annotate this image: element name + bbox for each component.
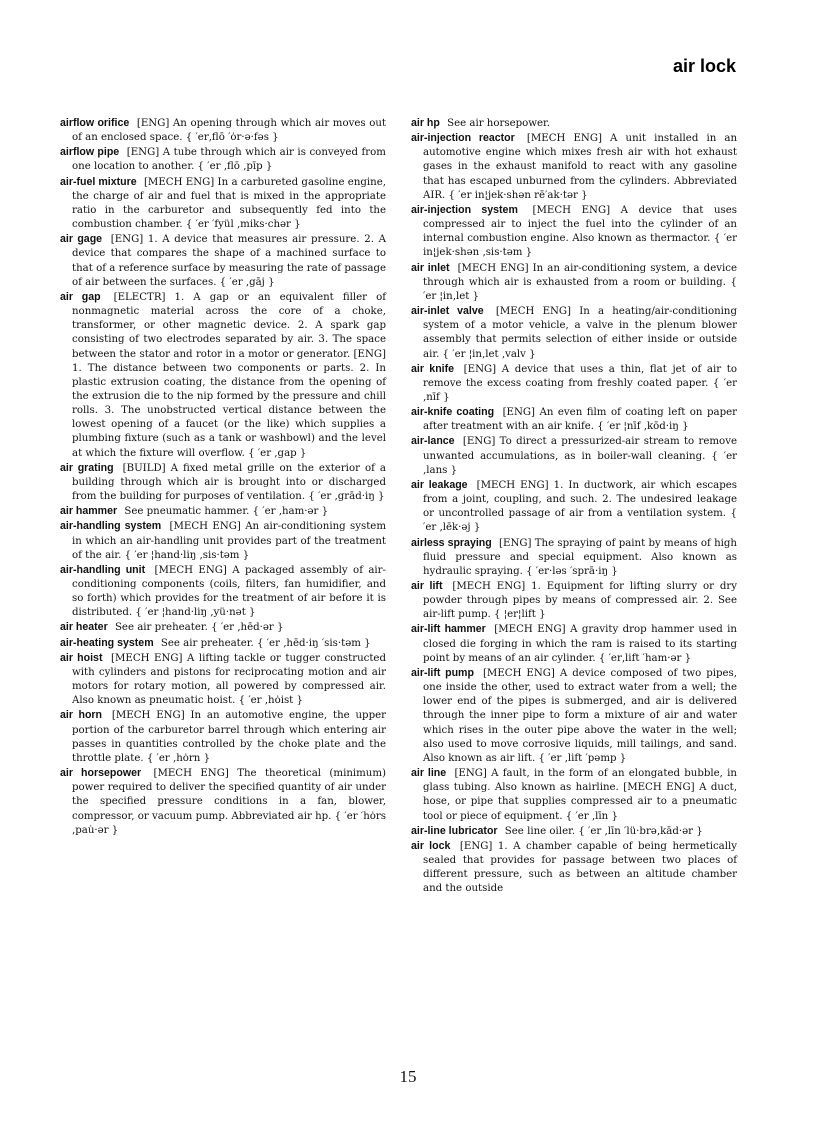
entry-definition: See line oiler. { ′er ‚līn ′lü·brə‚kād·ər } — [504, 825, 703, 837]
dictionary-entry — [60, 651, 386, 709]
entry-definition: [MECH ENG] A lifting tackle or tugger constructed with cylinders and pistons for reciprocating motion and air motors for rotary motion, all powered by compressed air. Also known as pneumatic hoist. { ′er ‚hȯist } — [72, 652, 386, 707]
entry-definition: [MECH ENG] The theoretical (minimum) power required to deliver the specified quantity of air under the specified pressure conditions in a fan, blower, compressor, or vacuum pump. Abbreviated air hp. { ′er ′hȯrs ‚pau̇·ər } — [72, 768, 386, 836]
entry-headword: airless spraying — [411, 536, 492, 549]
dictionary-entry — [60, 636, 386, 651]
dictionary-entry — [411, 766, 737, 824]
entry-definition: [BUILD] A fixed metal grille on the exterior of a building through which air is brought into or discharged from the building for purposes of ventilation. { ′er ‚grād·iŋ } — [72, 462, 386, 503]
entry-headword: air-lance — [411, 435, 455, 448]
dictionary-entry — [411, 666, 737, 766]
entry-headword: air-injection reactor — [411, 132, 515, 145]
entry-headword: air knife — [411, 362, 455, 375]
entry-definition: See air horsepower. — [447, 118, 551, 129]
entry-headword: airflow pipe — [60, 146, 120, 159]
entry-headword: air-handling unit — [60, 563, 146, 576]
entry-headword: air horsepower — [60, 767, 142, 780]
dictionary-entry — [411, 405, 737, 434]
dictionary-entry — [60, 175, 386, 233]
entry-definition: [ENG] An even film of coating left on paper after treatment with an air knife. { ′er ¦nīf ‚kōd·iŋ } — [423, 407, 737, 433]
entry-headword: air-fuel mixture — [60, 175, 137, 188]
dictionary-entry — [411, 478, 737, 536]
running-head: air lock — [672, 56, 736, 76]
dictionary-entry — [411, 304, 737, 362]
entry-definition: [MECH ENG] In a heating/air-conditioning system of a motor vehicle, a valve in the plenum blower assembly that permits selection of either inside or outside air. { ′er ¦in‚let ‚valv } — [423, 306, 737, 360]
dictionary-entry — [411, 362, 737, 405]
entry-definition: See air preheater. { ′er ‚hēd·ər } — [114, 622, 284, 634]
entry-headword: air-lift pump — [411, 666, 474, 679]
entry-headword: air lock — [411, 839, 451, 852]
entry-definition: [ENG] 1. A chamber capable of being hermetically sealed that provides for passage between two places of different pressure, such as between an altitude chamber and the outside — [423, 840, 738, 895]
entry-headword: airflow orifice — [60, 117, 130, 129]
entry-definition: [MECH ENG] In an automotive engine, the upper portion of the carburetor barrel through which entering air passes in quantities controlled by the choke plate and the throttle plate. { ′er ‚hȯrn } — [72, 710, 386, 764]
dictionary-entry — [60, 461, 386, 504]
entry-definition: [ENG] An opening through which air moves out of an enclosed space. { ′er‚flō ′ȯr·ə·fəs } — [72, 118, 387, 144]
dictionary-entry — [60, 708, 386, 766]
dictionary-entry — [60, 145, 386, 174]
dictionary-entry — [411, 839, 737, 897]
left-column — [60, 116, 386, 838]
entry-definition: [MECH ENG] A device composed of two pipes, one inside the other, used to extract water from a well; the lower end of the pipes is submerged, and air is delivered through the inner pipe to form a mixture of air and water which rises in the outer pipe above the water in the well; also used to move corrosive liquids, mill tailings, and sand. Also known as air lift. { ′er ‚lift ′pəmp } — [423, 667, 737, 764]
dictionary-entry — [411, 434, 737, 477]
dictionary-entry — [411, 116, 737, 131]
entry-headword: air-line lubricator — [411, 824, 498, 837]
entry-definition: [MECH ENG] A gravity drop hammer used in closed die forging in which the ram is raised to its starting point by means of an air cylinder. { ′er‚lift ′ham·ər } — [423, 624, 737, 664]
entry-definition: [MECH ENG] In an air-conditioning system, a device through which air is exhausted from a room or building. { ′er ¦in‚let } — [423, 262, 737, 302]
entry-headword: air-inlet valve — [411, 305, 484, 318]
entry-definition: [ENG] A fault, in the form of an elongated bubble, in glass tubing. Also known as hairline. [MECH ENG] A duct, hose, or pipe that supplies compressed air to a pneumatic tool or piece of equipment. { ′er ‚līn } — [423, 768, 737, 822]
entry-definition: [MECH ENG] 1. In ductwork, air which escapes from a joint, coupling, and such. 2. The undesired leakage or uncontrolled passage of air from a ventilation system. { ′er ‚lēk·əj } — [423, 479, 737, 534]
dictionary-entry — [411, 261, 737, 304]
entry-headword: air lift — [411, 580, 443, 592]
entry-definition: [ENG] The spraying of paint by means of high fluid pressure and special equipment. Also known as hydraulic spraying. { ′er·ləs ′sprā·iŋ } — [423, 537, 737, 577]
entry-definition: [ENG] 1. A device that measures air pressure. 2. A device that compares the shape of a machined surface to that of a reference surface by measuring the rate of passage of air between the surfaces. { ′er ‚gāj } — [72, 234, 386, 288]
entry-definition: [ELECTR] 1. A gap or an equivalent filler of nonmagnetic material across the core of a choke, transformer, or other magnetic device. 2. A spark gap consisting of two electrodes separated by air. 3. The space between the stator and rotor in a motor or generator. [ENG] 1. The distance between two components or parts. 2. In plastic extrusion coating, the distance from the opening of the extrusion die to the nip formed by the pressure and chill rolls. 3. The unobstructed vertical distance between the lowest opening of a faucet (or the like) which supplies a plumbing fixture (such as a tank or washbowl) and the level at which the fixture will overflow. { ′er ‚gap } — [72, 291, 386, 459]
entry-definition: [ENG] A device that uses a thin, flat jet of air to remove the excess coating from freshly coated paper. { ′er ‚nīf } — [423, 363, 737, 403]
entry-headword: air leakage — [411, 478, 468, 491]
entry-definition: See pneumatic hammer. { ′er ‚ham·ər } — [124, 506, 329, 518]
dictionary-entry — [60, 563, 386, 621]
entry-headword: air grating — [60, 461, 114, 474]
entry-headword: air-lift hammer — [411, 623, 486, 636]
page-number: 15 — [399, 1067, 417, 1086]
entry-definition: [MECH ENG] An air-conditioning system in which an air-handling unit provides part of the treatment of the air. { ′er ¦hand·liŋ ‚sis·təm } — [72, 521, 386, 561]
entry-definition: [ENG] A tube through which air is conveyed from one location to another. { ′er ‚flō ‚pīp } — [72, 147, 386, 173]
entry-headword: air-knife coating — [411, 406, 495, 419]
dictionary-entry — [411, 579, 737, 622]
entry-definition: [MECH ENG] 1. Equipment for lifting slurry or dry powder through pipes by means of compressed air. 2. See air-lift pump. { ¦er¦lift } — [423, 581, 737, 621]
entry-headword: air-heating system — [60, 636, 154, 649]
entry-headword: air horn — [60, 709, 103, 722]
dictionary-entry — [411, 622, 737, 665]
dictionary-entry — [60, 620, 386, 635]
dictionary-entry — [411, 131, 737, 203]
entry-headword: air-handling system — [60, 520, 162, 533]
dictionary-entry — [60, 504, 386, 519]
dictionary-entry — [60, 116, 386, 145]
entry-headword: air hp — [411, 117, 440, 129]
dictionary-entry — [60, 290, 386, 461]
entry-definition: [MECH ENG] A device that uses compressed air to inject the fuel into the cylinder of an internal combustion engine. Also known as thermactor. { ′er in¦jek·shən ‚sis·təm } — [423, 204, 738, 259]
entry-definition: [MECH ENG] A unit installed in an automotive engine which mixes fresh air with hot exhaust gases in the exhaust manifold to react with any gasoline that has escaped unburned from the cylinders. Abbreviated AIR. { ′er in¦jek·shən rē′ak·tər } — [423, 133, 738, 201]
entry-headword: air gage — [60, 233, 103, 246]
entry-headword: air gap — [60, 290, 101, 303]
dictionary-entry — [411, 203, 737, 261]
dictionary-entry — [411, 824, 737, 839]
dictionary-entry — [60, 232, 386, 290]
entry-definition: See air preheater. { ′er ‚hēd·iŋ ′sis·təm } — [160, 637, 371, 649]
dictionary-entry — [60, 519, 386, 562]
entry-headword: air heater — [60, 621, 108, 634]
right-column — [411, 116, 737, 896]
dictionary-entry — [411, 536, 737, 579]
entry-definition: [MECH ENG] A packaged assembly of air-conditioning components (coils, filters, fan humidifier, and so forth) which provides for the treatment of air before it is distributed. { ′er ¦hand·liŋ ‚yü·nət } — [72, 564, 386, 619]
entry-headword: air hoist — [60, 651, 103, 664]
entry-headword: air line — [411, 767, 447, 780]
entry-headword: air-injection system — [411, 203, 518, 216]
entry-definition: [ENG] To direct a pressurized-air stream to remove unwanted accumulations, as in boiler-wall cleaning. { ′er ‚lans } — [423, 436, 737, 476]
entry-headword: air hammer — [60, 505, 118, 518]
entry-definition: [MECH ENG] In a carbureted gasoline engine, the charge of air and fuel that is mixed in the appropriate ratio in the carburetor and subsequently fed into the combustion chamber. { ′er ′fyül ‚miks·chər } — [72, 176, 386, 231]
dictionary-entry — [60, 766, 386, 838]
entry-headword: air inlet — [411, 261, 450, 274]
